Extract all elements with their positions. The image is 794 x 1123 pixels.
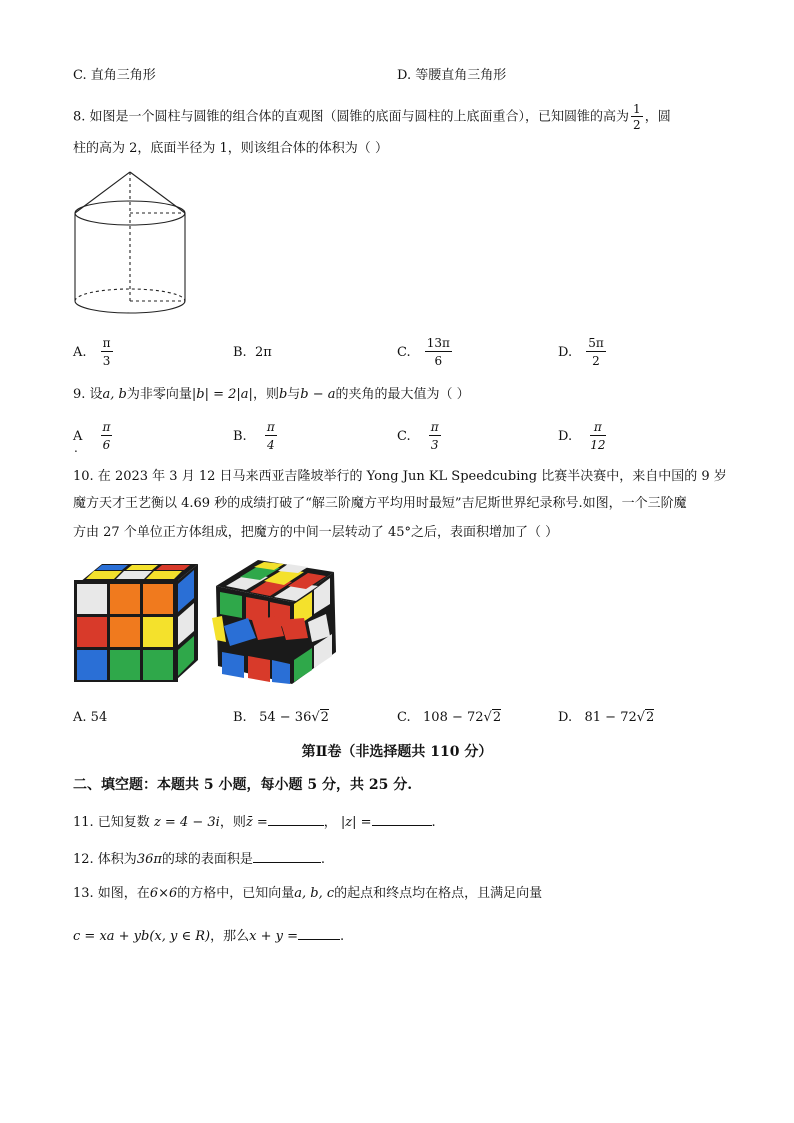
q7-option-c: C. 直角三角形 bbox=[73, 68, 156, 83]
q10-stem-line2: 魔方天才王艺衡以 4.69 秒的成绩打破了“解三阶魔方平均用时最短”吉尼斯世界纪录称号.如图，一个三阶魔 bbox=[73, 496, 687, 511]
twisted-rubiks-cube-photo bbox=[208, 556, 342, 688]
q8-half-fraction: $\frac{1}{2}$ bbox=[633, 102, 641, 132]
q8-option-d: D. $\frac{5\pi}{2}$ bbox=[558, 336, 604, 368]
section-heading: 二、填空题：本题共 5 小题，每小题 5 分，共 25 分. bbox=[73, 777, 413, 793]
q8-option-c: C. $\frac{13\pi}{6}$ bbox=[397, 336, 450, 368]
q12-blank[interactable] bbox=[253, 850, 321, 863]
q7-option-d: D. 等腰直角三角形 bbox=[397, 68, 507, 83]
q13-blank[interactable] bbox=[298, 927, 340, 940]
q11-blank-1[interactable] bbox=[268, 813, 324, 826]
q10-option-b: B. 54 − 36√2 bbox=[233, 710, 329, 725]
vectors-a-b: a, b bbox=[102, 387, 127, 402]
rubiks-cube-photo bbox=[72, 560, 200, 686]
q11-stem: 11. 已知复数 z = 4 − 3i，则z̄ = ， |z| = . bbox=[73, 815, 436, 830]
q10-option-c: C. 108 − 72√2 bbox=[397, 710, 502, 725]
q8-text-end: ，圆 bbox=[644, 109, 671, 125]
q13-stem-line1: 13. 如图，在6×6的方格中，已知向量a, b, c的起点和终点均在格点，且满足向量 bbox=[73, 886, 543, 901]
q9-option-c: C. $\frac{\pi}{3}$ bbox=[397, 420, 439, 452]
q8-stem-line1 bbox=[73, 103, 671, 131]
q10-stem-line3: 方由 27 个单位正方体组成，把魔方的中间一层转动了 45°之后，表面积增加了（ ） bbox=[73, 525, 559, 540]
q12-stem: 12. 体积为36π的球的表面积是 . bbox=[73, 852, 326, 867]
q10-option-d: D. 81 − 72√2 bbox=[558, 710, 655, 725]
q13-stem-line2: c = xa + yb(x, y ∈ R)，那么x + y = . bbox=[73, 929, 345, 944]
q9-option-a-dot: . bbox=[74, 441, 78, 455]
cylinder-cone-figure bbox=[70, 168, 192, 316]
q9-option-b: B. $\frac{\pi}{4}$ bbox=[233, 420, 275, 452]
section-title: 第Ⅱ卷（非选择题共 110 分） bbox=[301, 744, 493, 760]
q11-blank-2[interactable] bbox=[372, 813, 432, 826]
q8-text: 8. 如图是一个圆柱与圆锥的组合体的直观图（圆锥的底面与圆柱的上底面重合），已知圆锥的高为 bbox=[73, 109, 630, 125]
q8-option-a: A. $\frac{\pi}{3}$ bbox=[73, 336, 111, 368]
q10-stem-line1: 10. 在 2023 年 3 月 12 日马来西亚吉隆坡举行的 Yong Jun KL Speedcubing 比赛半决赛中，来自中国的 9 岁 bbox=[73, 469, 727, 484]
q9-option-a: A $\frac{\pi}{6}$ bbox=[73, 420, 111, 452]
q8-option-b: B. 2π bbox=[233, 345, 272, 360]
q10-option-a: A. 54 bbox=[73, 710, 108, 725]
q9-option-d: D. $\frac{\pi}{12}$ bbox=[558, 420, 606, 452]
q8-stem-line2: 柱的高为 2，底面半径为 1，则该组合体的体积为（ ） bbox=[73, 141, 388, 156]
q9-condition: |b| = 2|a| bbox=[191, 387, 253, 402]
q9-stem: 9. 设a, b为非零向量|b| = 2|a|，则b与b − a的夹角的最大值为（ ） bbox=[73, 387, 470, 402]
